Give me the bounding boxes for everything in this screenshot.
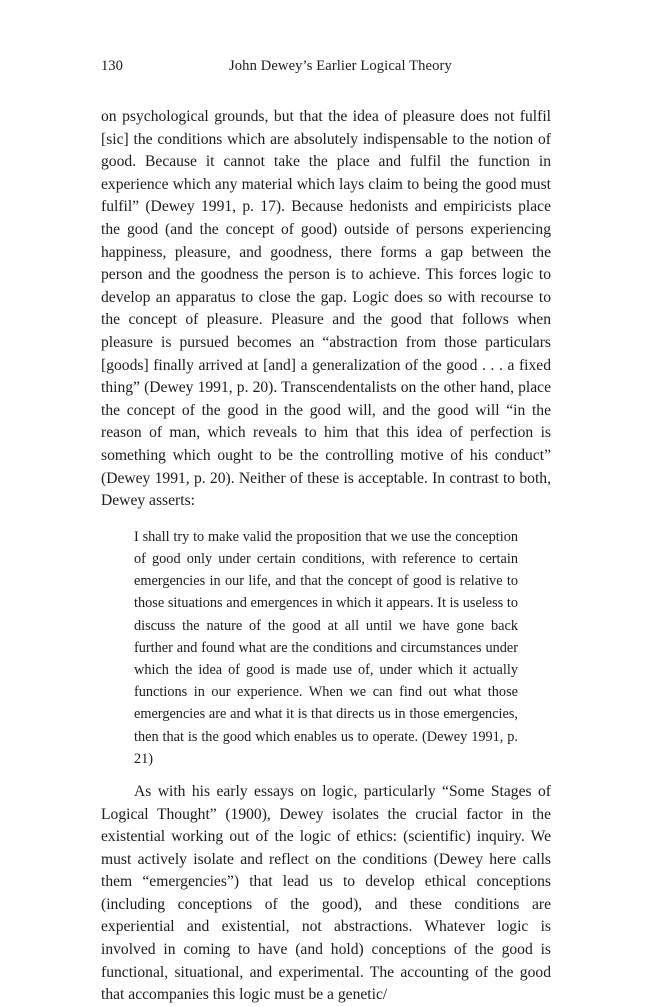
body-text: [101, 106, 551, 1007]
running-head: [101, 58, 551, 82]
page-number: 130: [101, 58, 123, 74]
paragraph-indented: As with his early essays on logic, particularly “Some Stages of Logical Thought” (1900), Dewey isolates the crucial factor in the existential working out of the logic of ethics: (scientific) inquiry. We must actively isolate and reflect on the conditions (Dewey here calls them “emergencies”) that lead us to develop ethical conceptions (including conceptions of the good), and these conditions are experiential and existential, not abstractions. Whatever logic is involved in coming to have (and hold) conceptions of the good is functional, situational, and experimental. The accounting of the good that accompanies this logic must be a genetic/: [101, 782, 551, 1004]
paragraph-continued: on psychological grounds, but that the idea of pleasure does not fulfil [sic] the conditions which are absolutely indispensable to the notion of good. Because it cannot take the place and fulfil the function in experience which any material which lays claim to being the good must fulfil” (Dewey 1991, p. 17). Because hedonists and empiricists place the good (and the concept of good) outside of persons experiencing happiness, pleasure, and goodness, there forms a gap between the person and the goodness the person is to achieve. This forces logic to develop an apparatus to close the gap. Logic does so with recourse to the concept of pleasure. Pleasure and the good that follows when pleasure is pursued becomes an “abstraction from those particulars [goods] finally arrived at [and] a generalization of the good . . . a fixed thing” (Dewey 1991, p. 20). Transcendentalists on the other hand, place the concept of the good in the good will, and the good will “in the reason of man, which reveals to him that this idea of perfection is something which ought to be the controlling motive of his conduct” (Dewey 1991, p. 20). Neither of these is acceptable. In contrast to both, Dewey asserts:: [101, 108, 551, 510]
block-quote-text: I shall try to make valid the proposition that we use the conception of good only under certain conditions, with reference to certain emergencies in our life, and that the concept of good is relative to those situations and emergences in which it appears. It is useless to discuss the nature of the good at all until we have gone back further and found what are the conditions and circumstances under which the idea of good is made use of, under which it actually functions in our experience. When we can find out what those emergencies are and what it is that directs us in those emergencies, then that is the good which enables us to operate. (Dewey 1991, p. 21): [134, 528, 518, 767]
running-title: John Dewey’s Earlier Logical Theory: [229, 58, 452, 74]
block-quote: [134, 526, 518, 770]
